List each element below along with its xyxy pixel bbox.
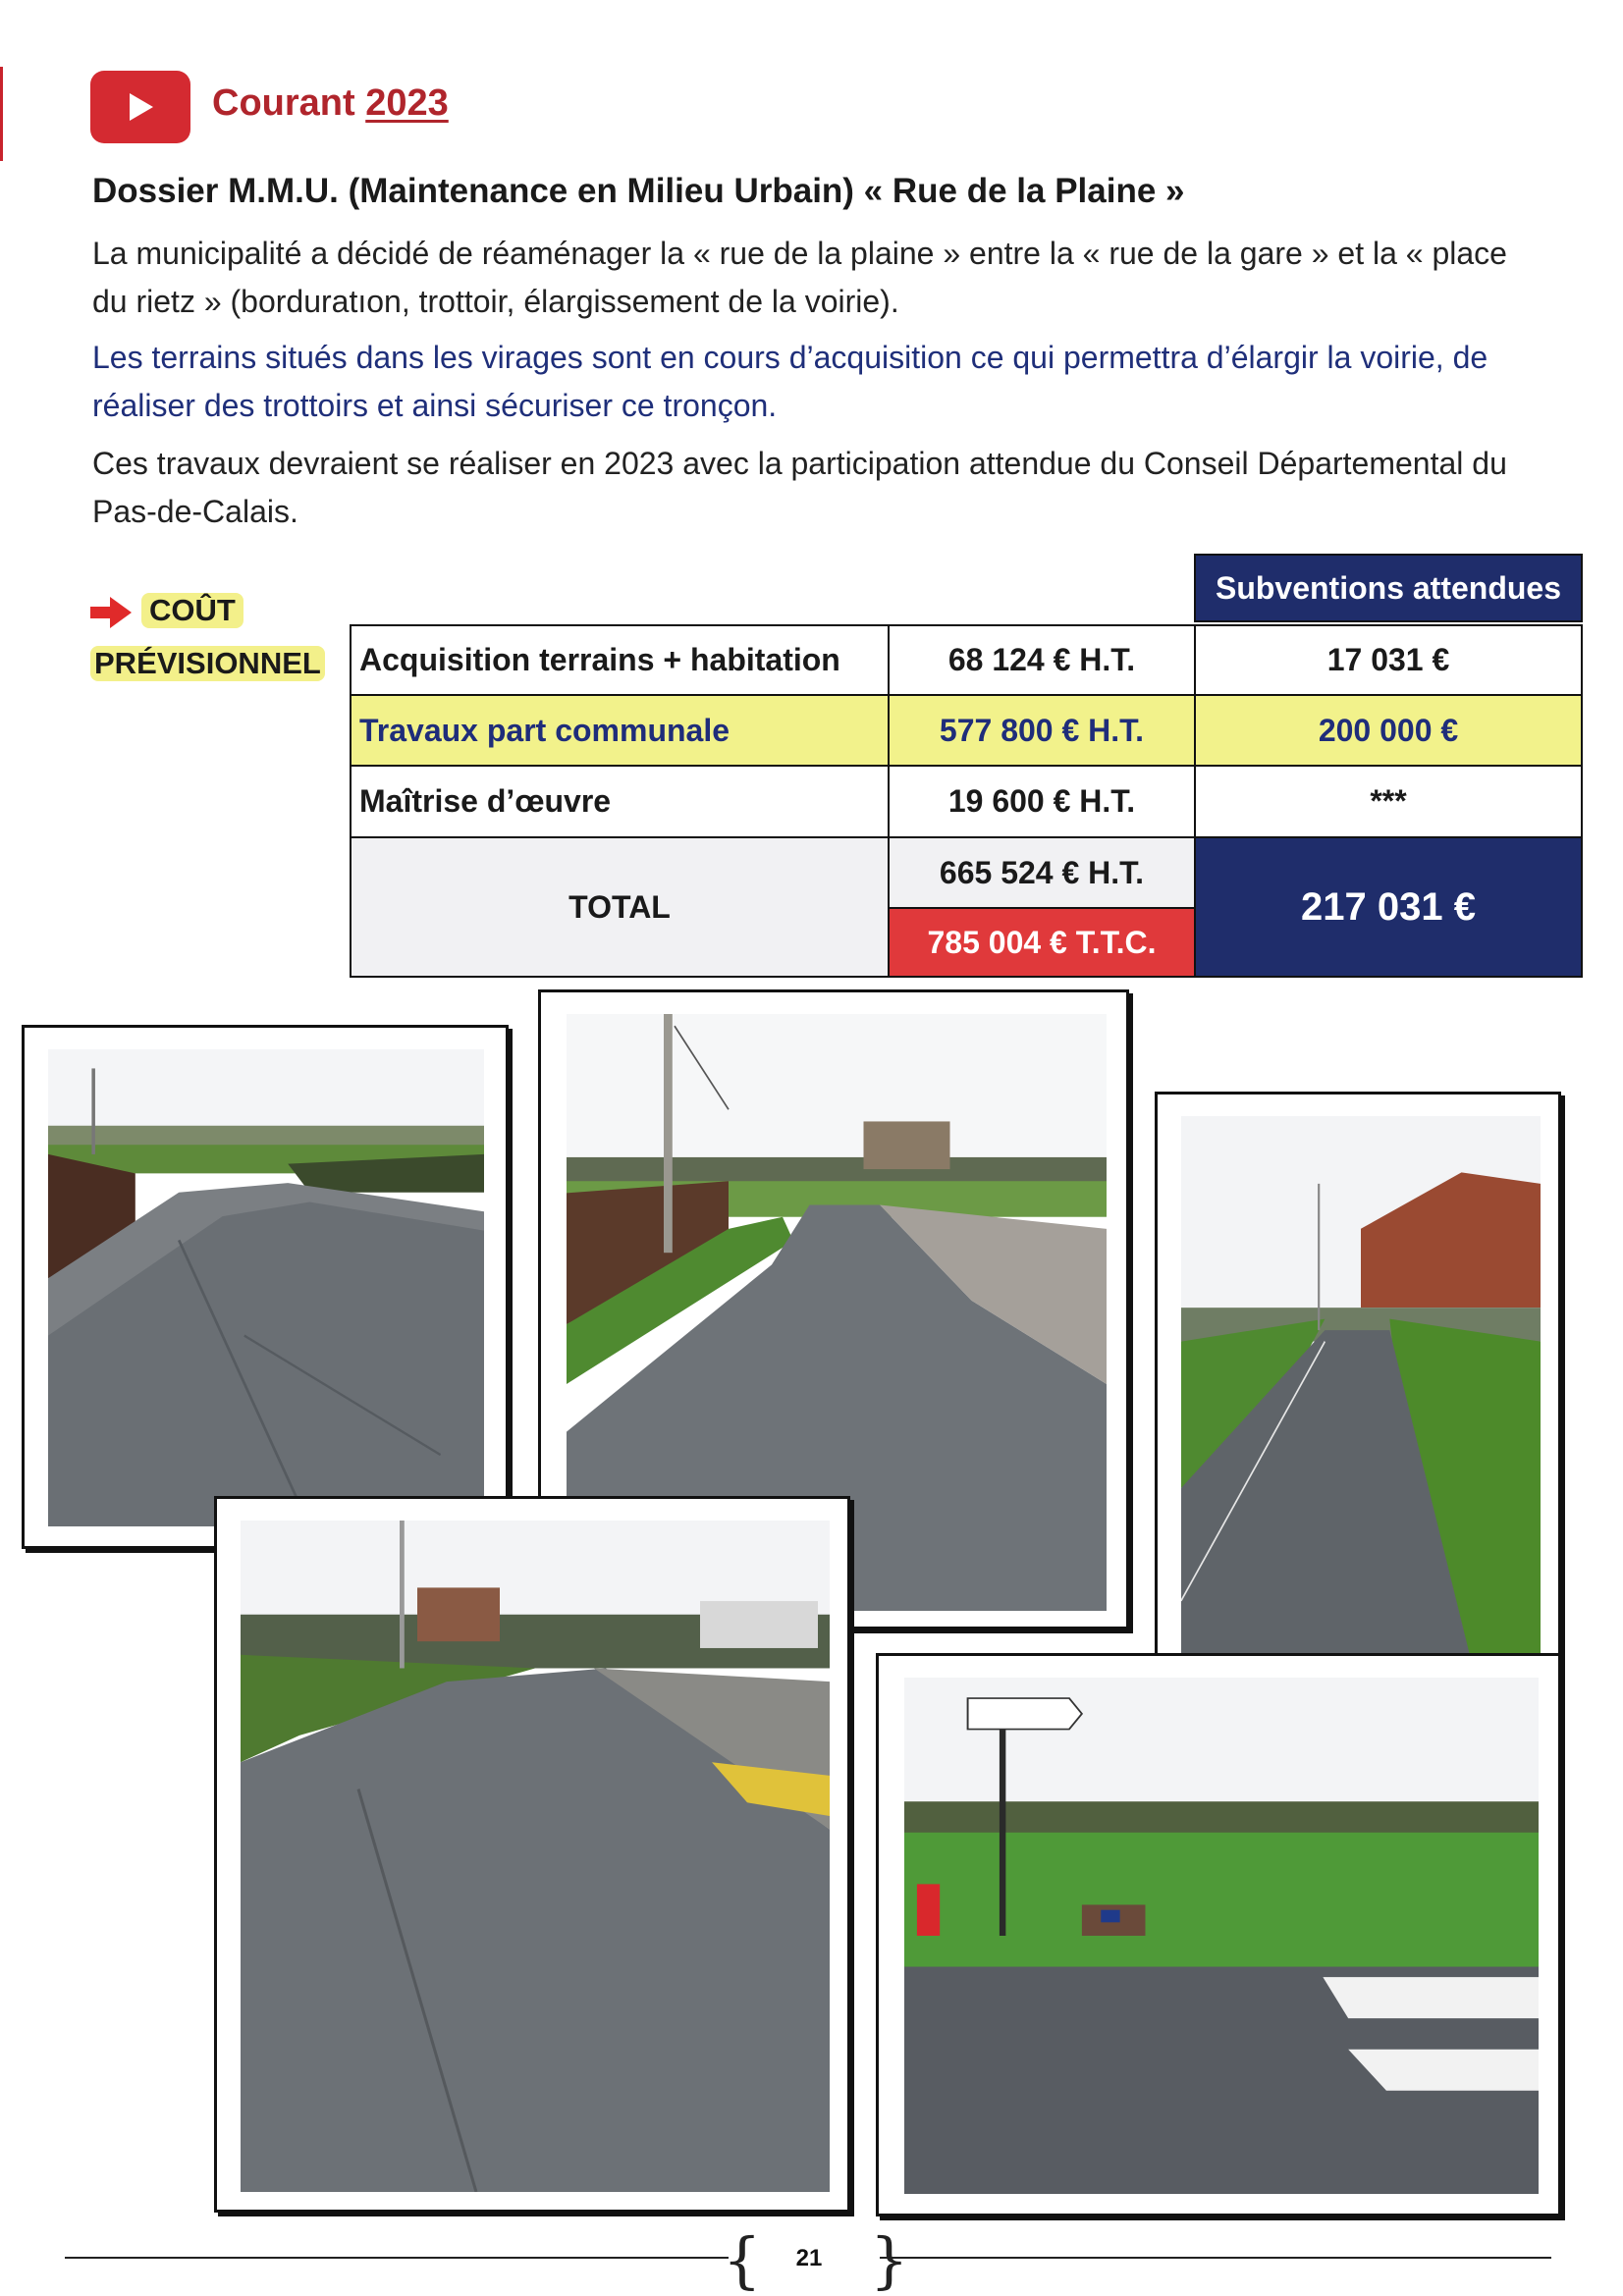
row-label: Maîtrise d’œuvre <box>350 765 890 838</box>
section-title-year: 2023 <box>365 82 449 124</box>
photo-crossroad-sign <box>876 1653 1561 2216</box>
page-number: 21 <box>795 2245 823 2271</box>
footer-brace-right: } <box>870 2224 909 2296</box>
total-label: TOTAL <box>350 836 890 978</box>
page-edge-mark <box>0 67 3 161</box>
cost-label-line2: PRÉVISIONNEL <box>90 646 325 681</box>
row-amount: 19 600 € H.T. <box>888 765 1196 838</box>
row-subsidy: *** <box>1194 765 1583 838</box>
row-subsidy: 17 031 € <box>1194 624 1583 696</box>
row-subsidy: 200 000 € <box>1194 694 1583 767</box>
section-title <box>212 82 449 125</box>
footer-rule-left <box>65 2257 729 2259</box>
section-title-word: Courant <box>212 82 355 124</box>
subsidy-header: Subventions attendues <box>1194 554 1583 622</box>
paragraph-intro: La municipalité a décidé de réaménager la « rue de la plaine » entre la « rue de la gare » et la « place du rietz » (borduratıon, trottoir, élargissement de la voirie). <box>92 236 1507 319</box>
row-label: Travaux part communale <box>350 694 890 767</box>
row-label: Acquisition terrains + habitation <box>350 624 890 696</box>
cost-label-line1: COÛT <box>141 593 243 628</box>
play-icon <box>90 71 190 143</box>
total-amount-ttc: 785 004 € T.T.C. <box>888 907 1196 978</box>
photo-road-curve-1 <box>22 1025 509 1549</box>
total-amount-ht: 665 524 € H.T. <box>888 836 1196 909</box>
footer-rule-right <box>880 2257 1551 2259</box>
row-amount: 577 800 € H.T. <box>888 694 1196 767</box>
photo-road-straight <box>1155 1092 1561 1700</box>
arrow-right-icon <box>90 597 134 626</box>
dossier-title: Dossier M.M.U. (Maintenance en Milieu Urbain) « Rue de la Plaine » <box>92 172 1185 210</box>
photo-road-village <box>214 1496 850 2213</box>
total-subsidy: 217 031 € <box>1194 836 1583 978</box>
paragraph-schedule: Ces travaux devraient se réaliser en 2023 avec la participation attendue du Conseil Départemental du Pas-de-Calais. <box>92 446 1507 529</box>
row-amount: 68 124 € H.T. <box>888 624 1196 696</box>
footer-brace-left: { <box>723 2224 762 2296</box>
paragraph-acquisition: Les terrains situés dans les virages sont en cours d’acquisition ce qui permettra d’élargir la voirie, de réaliser des trottoirs et ainsi sécuriser ce tronçon. <box>92 340 1488 423</box>
